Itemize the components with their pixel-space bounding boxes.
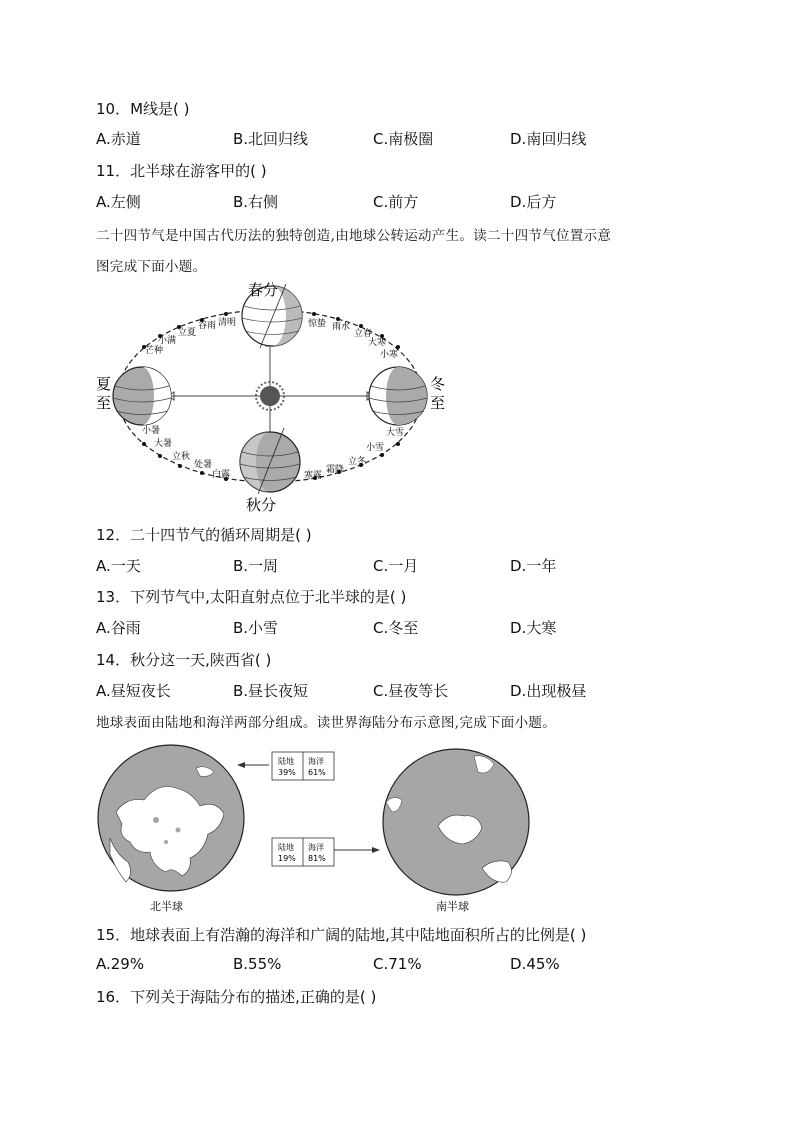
north-land-pct: 39% — [278, 768, 296, 777]
q14-option-a[interactable]: A.昼短夜长 — [96, 682, 171, 700]
term-yushui: 雨水 — [332, 322, 351, 332]
q14-option-c[interactable]: C.昼夜等长 — [373, 682, 449, 700]
north-land-label: 陆地 — [278, 757, 294, 766]
q10-option-d[interactable]: D.南回归线 — [510, 130, 587, 148]
term-xiaoman: 小满 — [158, 336, 177, 346]
q13-option-c[interactable]: C.冬至 — [373, 619, 419, 637]
q12-option-b[interactable]: B.一周 — [233, 557, 279, 575]
q13-option-a[interactable]: A.谷雨 — [96, 619, 141, 637]
caption-northern-hemisphere: 北半球 — [150, 900, 183, 913]
term-jingzhe: 惊蛰 — [308, 319, 327, 329]
q13-option-d[interactable]: D.大寒 — [510, 619, 557, 637]
intro-land-sea: 地球表面由陆地和海洋两部分组成。读世界海陆分布示意图,完成下面小题。 — [96, 715, 556, 731]
south-ocean-pct: 81% — [308, 854, 326, 863]
term-dashu: 大暑 — [154, 439, 173, 449]
label-winter-top: 冬 — [430, 375, 446, 393]
q10-option-b[interactable]: B.北回归线 — [233, 130, 309, 148]
question-11-stem: 11．北半球在游客甲的( ) — [96, 162, 267, 180]
term-qingming: 清明 — [218, 318, 237, 328]
term-xiaoxue: 小雪 — [366, 443, 385, 453]
solar-terms-diagram — [96, 276, 466, 516]
south-ocean-label: 海洋 — [308, 843, 324, 852]
term-lichun: 立春 — [354, 329, 373, 339]
intro-solar-terms-line1: 二十四节气是中国古代历法的独特创造,由地球公转运动产生。读二十四节气位置示意 — [96, 228, 612, 244]
globe-southern-hemisphere — [383, 749, 529, 895]
term-guyu: 谷雨 — [198, 321, 217, 331]
globe-summer-solstice — [113, 367, 171, 425]
q11-option-d[interactable]: D.后方 — [510, 193, 557, 211]
term-liqiu: 立秋 — [172, 452, 191, 462]
label-spring-equinox: 春分 — [248, 281, 279, 299]
north-ratio-box — [272, 752, 334, 780]
intro-solar-terms-line2: 图完成下面小题。 — [96, 259, 207, 275]
south-ratio-box — [272, 838, 334, 866]
q12-option-d[interactable]: D.一年 — [510, 557, 557, 575]
term-lixia: 立夏 — [178, 328, 197, 338]
q15-option-d[interactable]: D.45% — [510, 955, 560, 973]
term-bailu: 白露 — [212, 470, 231, 480]
q10-option-a[interactable]: A.赤道 — [96, 130, 141, 148]
sun-icon — [260, 386, 280, 406]
question-16-stem: 16．下列关于海陆分布的描述,正确的是( ) — [96, 988, 377, 1006]
q10-option-c[interactable]: C.南极圈 — [373, 130, 434, 148]
term-xiaohan: 小寒 — [380, 350, 399, 360]
north-ocean-label: 海洋 — [308, 757, 324, 766]
caption-southern-hemisphere: 南半球 — [436, 900, 469, 913]
q11-option-b[interactable]: B.右侧 — [233, 193, 279, 211]
q12-option-c[interactable]: C.一月 — [373, 557, 419, 575]
land-sea-distribution-diagram — [96, 742, 546, 917]
q14-option-d[interactable]: D.出现极昼 — [510, 682, 587, 700]
term-mangzhong: 芒种 — [145, 346, 164, 356]
q15-option-a[interactable]: A.29% — [96, 955, 145, 973]
q14-option-b[interactable]: B.昼长夜短 — [233, 682, 309, 700]
q13-option-b[interactable]: B.小雪 — [233, 619, 279, 637]
north-ocean-pct: 61% — [308, 768, 326, 777]
label-summer-top: 夏 — [96, 375, 112, 393]
label-summer-bottom: 至 — [96, 394, 112, 412]
label-winter-bottom: 至 — [430, 394, 446, 412]
term-dahan: 大寒 — [368, 338, 387, 348]
question-14-stem: 14．秋分这一天,陕西省( ) — [96, 651, 272, 669]
q15-option-b[interactable]: B.55% — [233, 955, 282, 973]
term-chushu: 处暑 — [194, 460, 213, 470]
question-13-stem: 13．下列节气中,太阳直射点位于北半球的是( ) — [96, 588, 407, 606]
south-land-label: 陆地 — [278, 843, 294, 852]
term-lidong: 立冬 — [348, 457, 367, 467]
term-daxue: 大雪 — [386, 428, 405, 438]
question-15-stem: 15．地球表面上有浩瀚的海洋和广阔的陆地,其中陆地面积所占的比例是( ) — [96, 926, 587, 944]
term-hanlu: 寒露 — [304, 471, 323, 481]
question-12-stem: 12．二十四节气的循环周期是( ) — [96, 526, 312, 544]
q15-option-c[interactable]: C.71% — [373, 955, 422, 973]
term-xiaoshu: 小暑 — [142, 426, 161, 436]
term-shuangjiang: 霜降 — [326, 465, 345, 475]
south-land-pct: 19% — [278, 854, 296, 863]
q11-option-c[interactable]: C.前方 — [373, 193, 419, 211]
label-autumn-equinox: 秋分 — [246, 496, 277, 514]
q12-option-a[interactable]: A.一天 — [96, 557, 141, 575]
globe-autumn-equinox — [240, 428, 300, 494]
q11-option-a[interactable]: A.左侧 — [96, 193, 141, 211]
question-10-stem: 10．M线是( ) — [96, 100, 190, 118]
globe-winter-solstice — [369, 367, 427, 425]
globe-northern-hemisphere — [98, 745, 244, 891]
